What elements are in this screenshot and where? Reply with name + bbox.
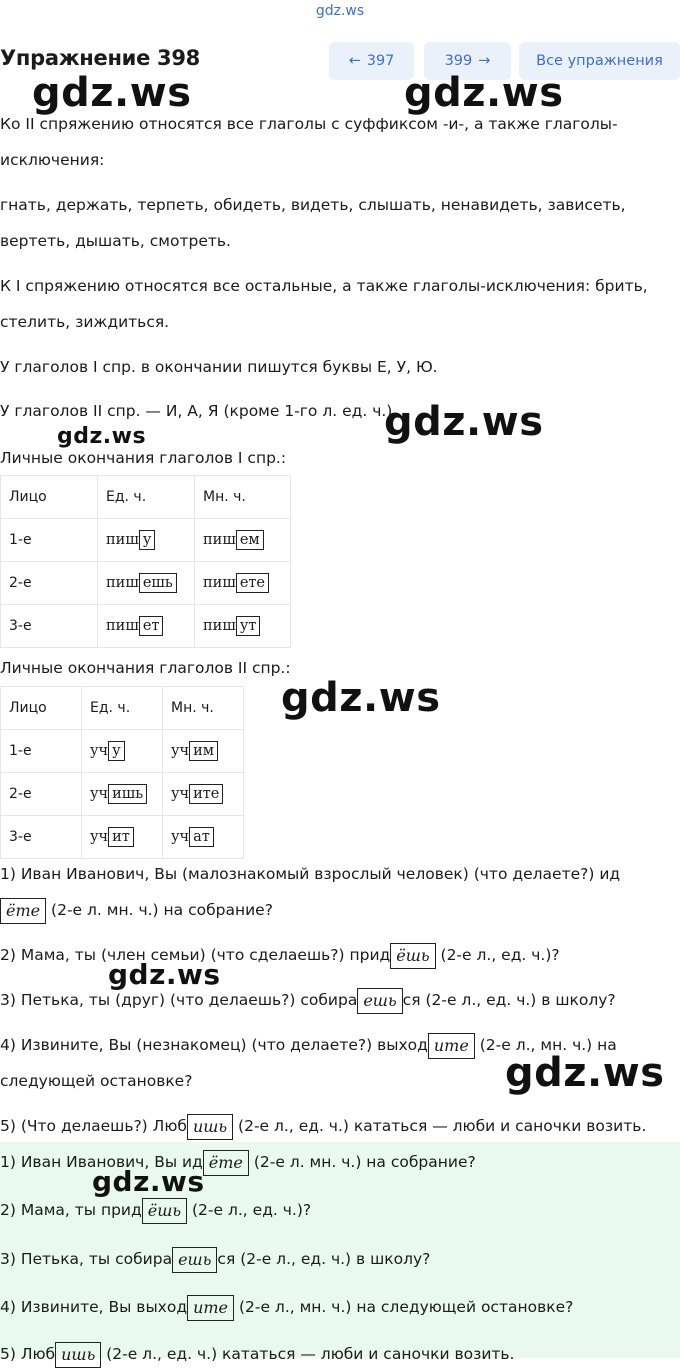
- exercise-sentence: [0, 1027, 617, 1063]
- plural-cell: [195, 562, 291, 605]
- answer-sentence: [0, 1146, 476, 1178]
- plural-cell: [163, 816, 244, 859]
- exercise-sentence: [0, 982, 616, 1018]
- exercise-sentence: [0, 892, 273, 928]
- theory-paragraph: К I спряжению относятся все остальные, а также глаголы-исключения: брить,: [0, 277, 648, 295]
- verb-stem: пиш: [203, 575, 236, 591]
- watermark: gdz.ws: [32, 70, 192, 116]
- sentence-text: (2-е л. мн. ч.) на собрание?: [51, 901, 273, 919]
- site-logo[interactable]: gdz.ws: [315, 3, 365, 19]
- ending-box: ете: [236, 573, 269, 593]
- theory-paragraph: гнать, держать, терпеть, обидеть, видеть, слышать, ненавидеть, зависеть,: [0, 196, 626, 214]
- ending-box: ет: [139, 616, 164, 636]
- verb-stem: уч: [90, 829, 109, 845]
- sentence-text: (2-е л., ед. ч.)?: [192, 1201, 312, 1219]
- next-exercise-label: 399: [444, 53, 473, 69]
- conjugation-table-2: [0, 686, 244, 859]
- verb-stem: пиш: [106, 618, 139, 634]
- ending-box: ите: [187, 1295, 234, 1321]
- ending-box: ёшь: [142, 1198, 187, 1224]
- table-row: [1, 605, 291, 648]
- watermark: gdz.ws: [57, 424, 147, 449]
- verb-stem: пиш: [106, 532, 139, 548]
- verb-stem: уч: [171, 743, 190, 759]
- table-caption: Личные окончания глаголов II спр.:: [0, 659, 291, 677]
- sentence-text: 5) (Что делаешь?) Люб: [0, 1117, 187, 1135]
- ending-box: ешь: [172, 1247, 217, 1273]
- ending-box: ите: [428, 1033, 475, 1059]
- plural-cell: [195, 519, 291, 562]
- sentence-text: (2-е л., мн. ч.) на следующей остановке?: [238, 1298, 574, 1316]
- column-header: Мн. ч.: [195, 476, 291, 519]
- watermark: gdz.ws: [404, 70, 564, 116]
- sentence-text: 2) Мама, ты прид: [0, 1201, 142, 1219]
- sentence-text: (2-е л. мн. ч.) на собрание?: [253, 1153, 476, 1171]
- person-cell: 3-е: [1, 605, 98, 648]
- plural-cell: [163, 730, 244, 773]
- ending-box: ишь: [187, 1114, 233, 1140]
- theory-paragraph: вертеть, дышать, смотреть.: [0, 232, 231, 250]
- prev-exercise-button[interactable]: [329, 42, 414, 80]
- answer-sentence: [0, 1194, 311, 1226]
- column-header: Ед. ч.: [98, 476, 195, 519]
- sentence-text: ся (2-е л., ед. ч.) в школу?: [402, 991, 616, 1009]
- watermark: gdz.ws: [281, 675, 441, 721]
- table-row: [1, 773, 244, 816]
- exercise-sentence: [0, 937, 560, 973]
- theory-paragraph: У глаголов I спр. в окончании пишутся буквы Е, У, Ю.: [0, 358, 438, 376]
- sentence-text: (2-е л., ед. ч.) кататься — люби и саночки возить.: [106, 1345, 515, 1363]
- ending-box: ем: [236, 530, 264, 550]
- theory-paragraph: исключения:: [0, 151, 105, 169]
- answer-sentence: [0, 1338, 515, 1370]
- exercise-sentence: следующей остановке?: [0, 1072, 193, 1090]
- column-header: Лицо: [1, 476, 98, 519]
- page-title: Упражнение 398: [0, 46, 200, 70]
- prev-exercise-label: 397: [366, 53, 395, 69]
- ending-box: у: [108, 741, 125, 761]
- person-cell: 1-е: [1, 519, 98, 562]
- sentence-text: (2-е л., мн. ч.) на: [479, 1036, 617, 1054]
- ending-box: ёшь: [390, 943, 435, 969]
- ending-box: у: [139, 530, 156, 550]
- ending-box: им: [189, 741, 218, 761]
- answer-sentence: [0, 1291, 573, 1323]
- ending-box: ишь: [55, 1342, 101, 1368]
- sentence-text: 1) Иван Иванович, Вы ид: [0, 1153, 203, 1171]
- watermark: gdz.ws: [384, 399, 544, 445]
- person-cell: 3-е: [1, 816, 82, 859]
- ending-box: ёте: [203, 1150, 249, 1176]
- person-cell: 2-е: [1, 562, 98, 605]
- verb-stem: пиш: [106, 575, 139, 591]
- sentence-text: 3) Петька, ты собира: [0, 1250, 173, 1268]
- person-cell: 1-е: [1, 730, 82, 773]
- theory-paragraph: Ко II спряжению относятся все глаголы с суффиксом -и-, а также глаголы-: [0, 115, 618, 133]
- watermark: gdz.ws: [108, 958, 221, 991]
- exercise-sentence: 1) Иван Иванович, Вы (малознакомый взрослый человек) (что делаете?) ид: [0, 865, 621, 883]
- table-row: [1, 816, 244, 859]
- verb-stem: уч: [90, 743, 109, 759]
- ending-box: ишь: [108, 784, 147, 804]
- column-header: Ед. ч.: [82, 687, 163, 730]
- ending-box: ат: [189, 827, 214, 847]
- sentence-text: (2-е л., ед. ч.)?: [440, 946, 560, 964]
- exercise-sentence: [0, 1108, 646, 1144]
- verb-stem: уч: [171, 786, 190, 802]
- ending-box: ешь: [139, 573, 177, 593]
- arrow-left-icon: ←: [348, 53, 361, 69]
- ending-box: ёте: [0, 898, 46, 924]
- person-cell: 2-е: [1, 773, 82, 816]
- verb-stem: пиш: [203, 618, 236, 634]
- column-header: Мн. ч.: [163, 687, 244, 730]
- column-header: Лицо: [1, 687, 82, 730]
- sentence-text: 2) Мама, ты (член семьи) (что сделаешь?) прид: [0, 946, 391, 964]
- sentence-text: 4) Извините, Вы (незнакомец) (что делаете?) выход: [0, 1036, 428, 1054]
- ending-box: ит: [108, 827, 134, 847]
- conjugation-table-1: [0, 475, 291, 648]
- sentence-text: 5) Люб: [0, 1345, 56, 1363]
- table-row: [1, 730, 244, 773]
- watermark: gdz.ws: [92, 1165, 205, 1198]
- ending-box: ите: [189, 784, 223, 804]
- arrow-right-icon: →: [478, 53, 491, 69]
- singular-cell: [98, 519, 195, 562]
- plural-cell: [195, 605, 291, 648]
- verb-stem: уч: [171, 829, 190, 845]
- table-header-row: [1, 687, 244, 730]
- ending-box: ешь: [357, 988, 402, 1014]
- watermark: gdz.ws: [505, 1050, 665, 1096]
- sentence-text: ся (2-е л., ед. ч.) в школу?: [217, 1250, 431, 1268]
- singular-cell: [82, 773, 163, 816]
- ending-box: ут: [236, 616, 261, 636]
- singular-cell: [82, 816, 163, 859]
- table-header-row: [1, 476, 291, 519]
- sentence-text: 3) Петька, ты (друг) (что делаешь?) собира: [0, 991, 358, 1009]
- singular-cell: [98, 605, 195, 648]
- sentence-text: (2-е л., ед. ч.) кататься — люби и саночки возить.: [238, 1117, 647, 1135]
- table-caption: Личные окончания глаголов I спр.:: [0, 449, 287, 467]
- all-exercises-label: Все упражнения: [536, 53, 663, 69]
- table-row: [1, 519, 291, 562]
- sentence-text: 4) Извините, Вы выход: [0, 1298, 188, 1316]
- theory-paragraph: У глаголов II спр. — И, А, Я (кроме 1-го л. ед. ч.).: [0, 402, 398, 420]
- singular-cell: [82, 730, 163, 773]
- verb-stem: уч: [90, 786, 109, 802]
- answer-sentence: [0, 1243, 430, 1275]
- plural-cell: [163, 773, 244, 816]
- theory-paragraph: стелить, зиждиться.: [0, 313, 170, 331]
- verb-stem: пиш: [203, 532, 236, 548]
- singular-cell: [98, 562, 195, 605]
- table-row: [1, 562, 291, 605]
